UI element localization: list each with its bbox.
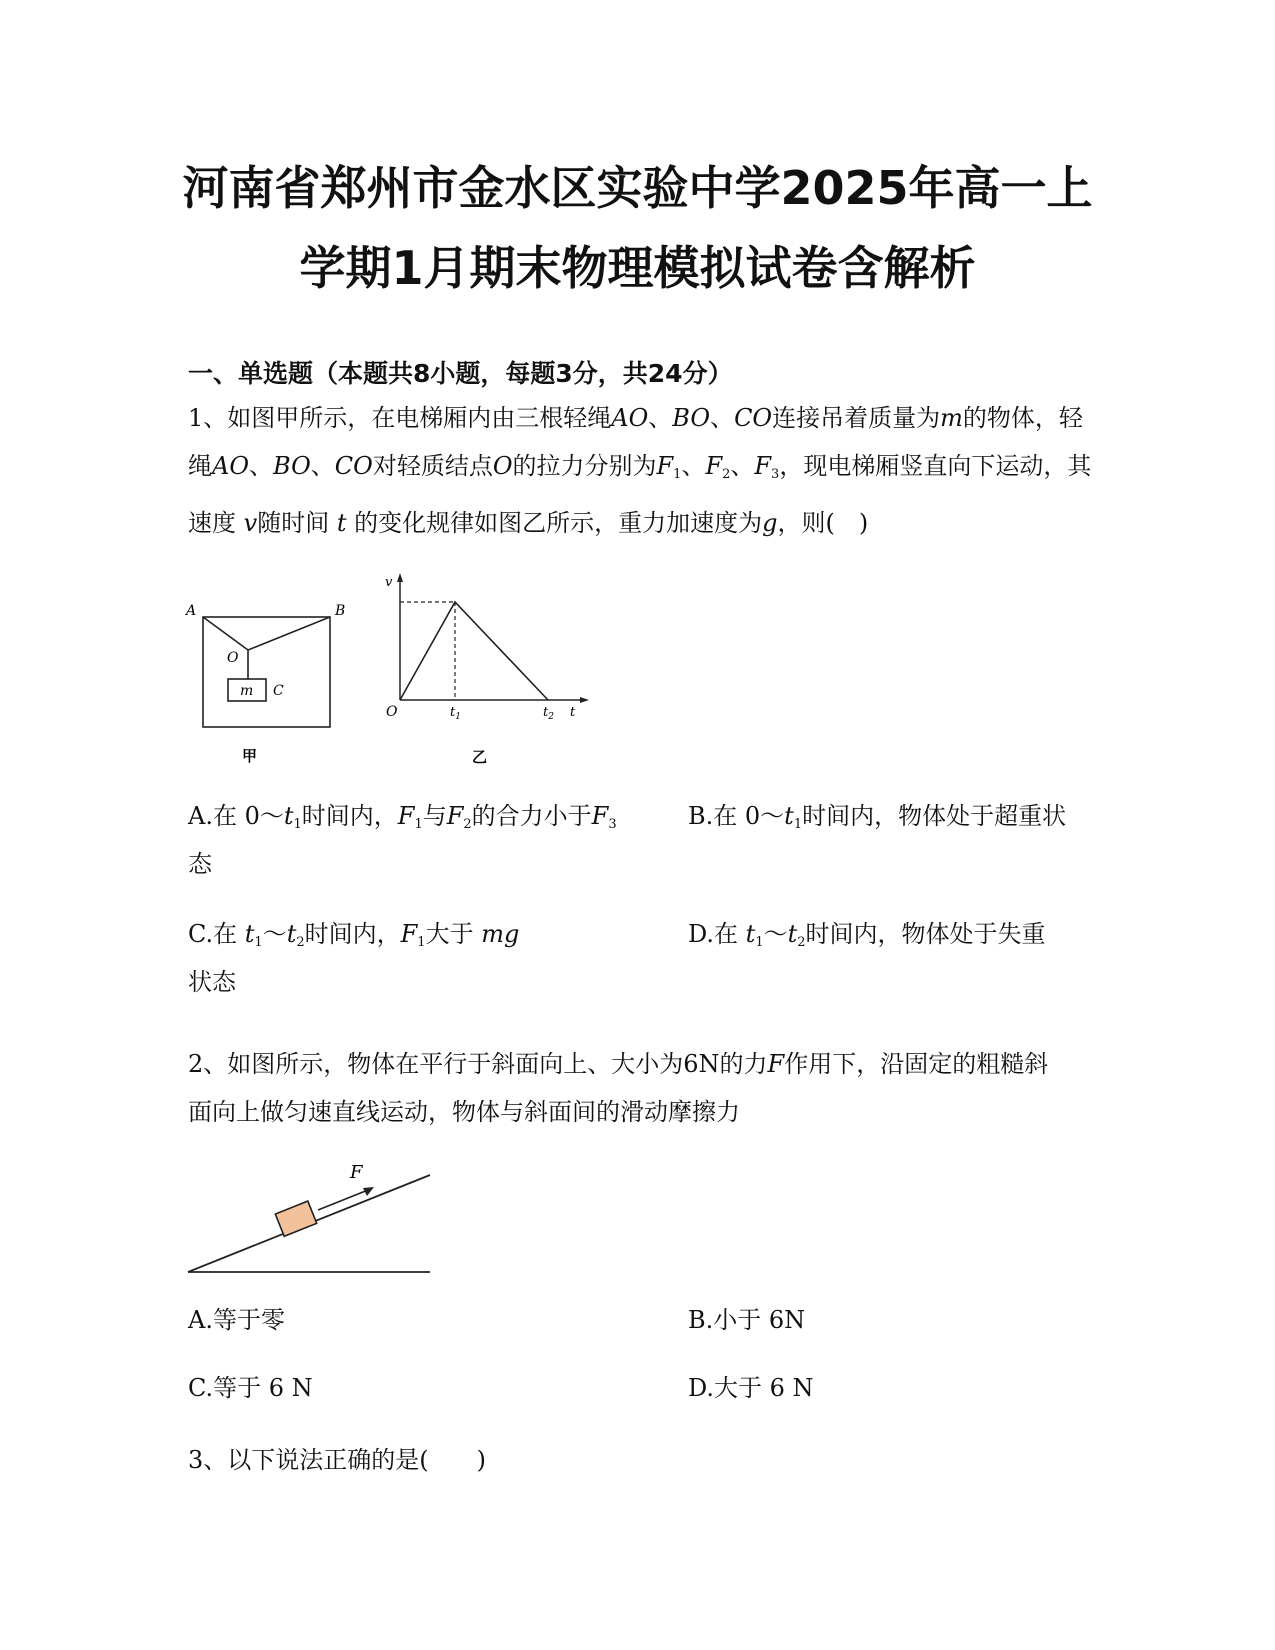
q1-option-a[interactable]: A.在 $0\sim t_1$时间内，$F_1$与$F_2$的合力小于$F_3$ bbox=[188, 802, 617, 832]
sliding-block bbox=[275, 1201, 316, 1236]
rope-ao bbox=[203, 617, 248, 650]
caption-jia: 甲 bbox=[242, 747, 258, 765]
q1-figure-b-vt-graph bbox=[380, 570, 610, 770]
q2-option-d[interactable]: D.大于 6 N bbox=[688, 1374, 814, 1402]
q2-figure-incline bbox=[180, 1150, 440, 1280]
q1-option-b[interactable]: B.在 $0\sim t_1$时间内，物体处于超重状 bbox=[688, 802, 1067, 832]
q1-line-3: 速度 v随时间 t 的变化规律如图乙所示，重力加速度为g，则( ) bbox=[188, 509, 869, 537]
rope-bo bbox=[248, 617, 330, 650]
title-line-1: 河南省郑州市金水区实验中学2025年高一上 bbox=[182, 161, 1093, 215]
q1-option-d[interactable]: D.在 $t_1\sim t_2$时间内，物体处于失重 bbox=[688, 920, 1046, 950]
q2-option-c[interactable]: C.等于 6 N bbox=[188, 1374, 313, 1402]
q1-option-a-wrap: 态 bbox=[188, 850, 212, 878]
title-line-2: 学期1月期末物理模拟试卷含解析 bbox=[299, 241, 976, 295]
q2-option-a[interactable]: A.等于零 bbox=[188, 1306, 285, 1334]
label-m: m bbox=[240, 683, 254, 699]
label-t2: $t_2$ bbox=[543, 705, 554, 722]
q2-option-b[interactable]: B.小于 6N bbox=[688, 1306, 806, 1334]
section-heading: 一、单选题（本题共8小题，每题3分，共24分） bbox=[188, 359, 733, 388]
label-force-f: F bbox=[350, 1162, 363, 1183]
q2-line-1: 2、如图所示，物体在平行于斜面向上、大小为6N的力F作用下，沿固定的粗糙斜 bbox=[188, 1050, 1049, 1078]
label-o: O bbox=[227, 650, 239, 666]
t-axis-arrow bbox=[580, 697, 589, 703]
label-t: t bbox=[570, 705, 576, 720]
caption-yi: 乙 bbox=[472, 748, 488, 766]
label-c: C bbox=[273, 683, 284, 699]
label-t1: $t_1$ bbox=[450, 705, 461, 722]
q1-option-c[interactable]: C.在 $t_1\sim t_2$时间内，$F_1$大于 mg bbox=[188, 920, 520, 950]
question-1-stem bbox=[188, 394, 1092, 547]
q1-line-1: 1、如图甲所示，在电梯厢内由三根轻绳AO、BO、CO连接吊着质量为m的物体，轻 bbox=[188, 404, 1083, 432]
q2-line-2: 面向上做匀速直线运动，物体与斜面间的滑动摩擦力 bbox=[188, 1098, 740, 1126]
elevator-box bbox=[203, 617, 330, 727]
question-3-stem: 3、以下说法正确的是( ) bbox=[188, 1446, 486, 1474]
q1-line-2: 绳AO、BO、CO对轻质结点O的拉力分别为$F_1$、$F_2$、$F_3$，现电梯厢竖直向下运动，其 bbox=[188, 452, 1092, 482]
question-2-stem bbox=[188, 1040, 1088, 1136]
label-v: v bbox=[385, 575, 393, 590]
v-axis-arrow bbox=[397, 573, 403, 582]
block-group bbox=[275, 1201, 316, 1236]
document-title bbox=[150, 148, 1125, 308]
force-arrow-shaft bbox=[318, 1190, 368, 1210]
label-origin: O bbox=[386, 704, 398, 720]
label-b: B bbox=[335, 603, 346, 619]
q1-option-c-wrap: 状态 bbox=[188, 968, 236, 996]
velocity-line bbox=[400, 602, 548, 700]
label-a: A bbox=[186, 603, 197, 619]
q1-figure-a-elevator bbox=[180, 585, 355, 770]
